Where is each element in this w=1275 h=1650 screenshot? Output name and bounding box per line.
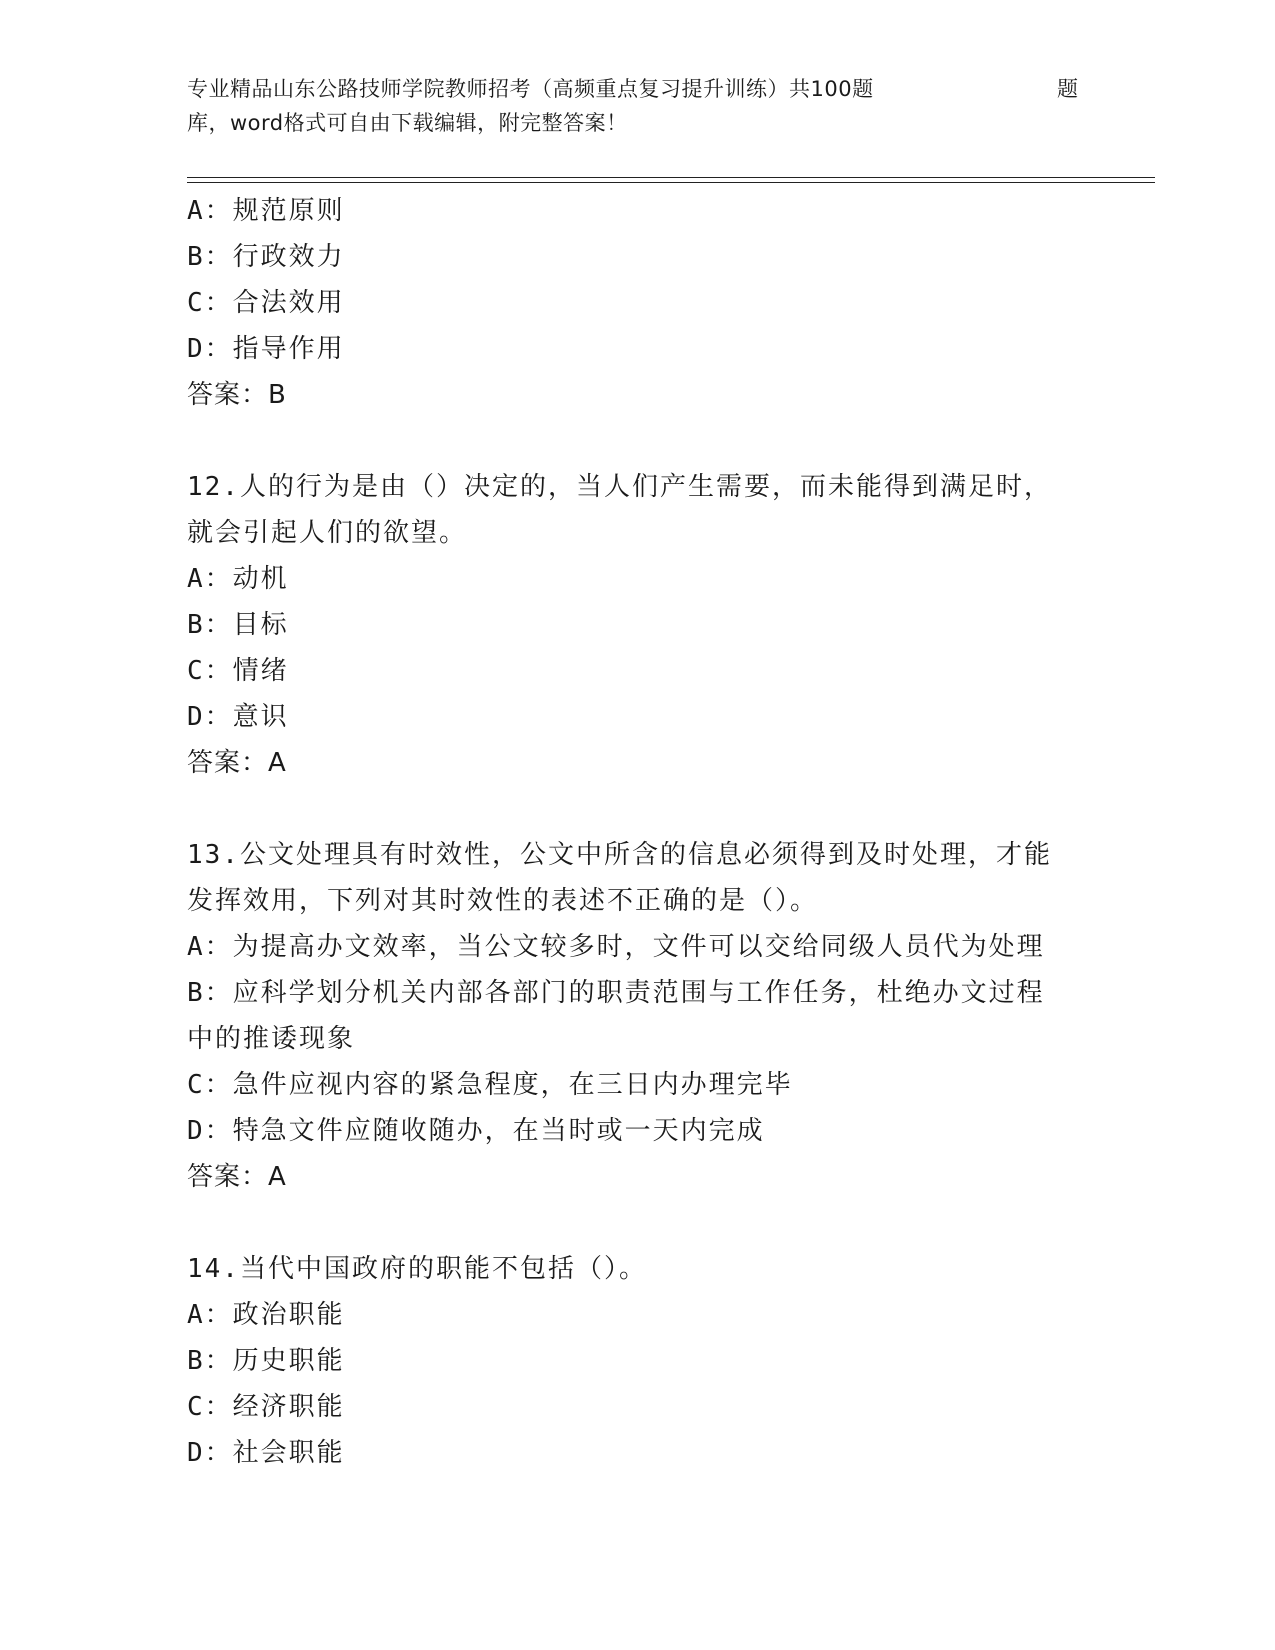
question-12 [187,464,1087,786]
question-content [187,188,1087,1476]
spacer [187,1200,1087,1246]
option-d: D：特急文件应随收随办，在当时或一天内完成 [187,1116,765,1146]
option-b: B：目标 [187,610,289,640]
document-header [187,72,1087,140]
option-d: D：指导作用 [187,334,345,364]
question-14 [187,1246,1087,1476]
option-c: C：情绪 [187,656,289,686]
option-b: B：历史职能 [187,1346,345,1376]
header-divider-top [187,177,1155,178]
option-b-line-1: B：应科学划分机关内部各部门的职责范围与工作任务，杜绝办文过程 [187,978,1045,1008]
option-a: A：政治职能 [187,1300,345,1330]
header-title-extra: 题 [1057,77,1079,101]
option-a: A：规范原则 [187,196,345,226]
option-c: C：经济职能 [187,1392,345,1422]
question-stem-line-2: 发挥效用，下列对其时效性的表述不正确的是（）。 [187,886,819,916]
option-c: C：合法效用 [187,288,345,318]
question-stem-line-1: 12.人的行为是由（）决定的，当人们产生需要，而未能得到满足时， [187,472,1052,502]
question-13 [187,832,1087,1200]
spacer [187,418,1087,464]
question-stem-line-2: 就会引起人们的欲望。 [187,518,468,548]
option-b: B：行政效力 [187,242,345,272]
option-a: A：动机 [187,564,289,594]
question-11 [187,188,1087,418]
header-divider-bottom [187,182,1155,183]
option-b-line-2: 中的推诿现象 [187,1024,356,1054]
option-a: A：为提高办文效率，当公文较多时，文件可以交给同级人员代为处理 [187,932,1045,962]
header-line-2: 库，word格式可自由下载编辑，附完整答案！ [187,111,628,135]
option-c: C：急件应视内容的紧急程度，在三日内办理完毕 [187,1070,793,1100]
spacer [187,786,1087,832]
answer: 答案：A [187,1162,287,1192]
option-d: D：意识 [187,702,289,732]
question-stem-line-1: 13.公文处理具有时效性，公文中所含的信息必须得到及时处理，才能 [187,840,1052,870]
header-title-text: 专业精品山东公路技师学院教师招考（高频重点复习提升训练）共100题 [187,77,874,101]
answer: 答案：A [187,748,287,778]
answer: 答案：B [187,380,287,410]
option-d: D：社会职能 [187,1438,345,1468]
question-stem: 14.当代中国政府的职能不包括（）。 [187,1254,647,1284]
header-line-1 [187,72,1087,106]
